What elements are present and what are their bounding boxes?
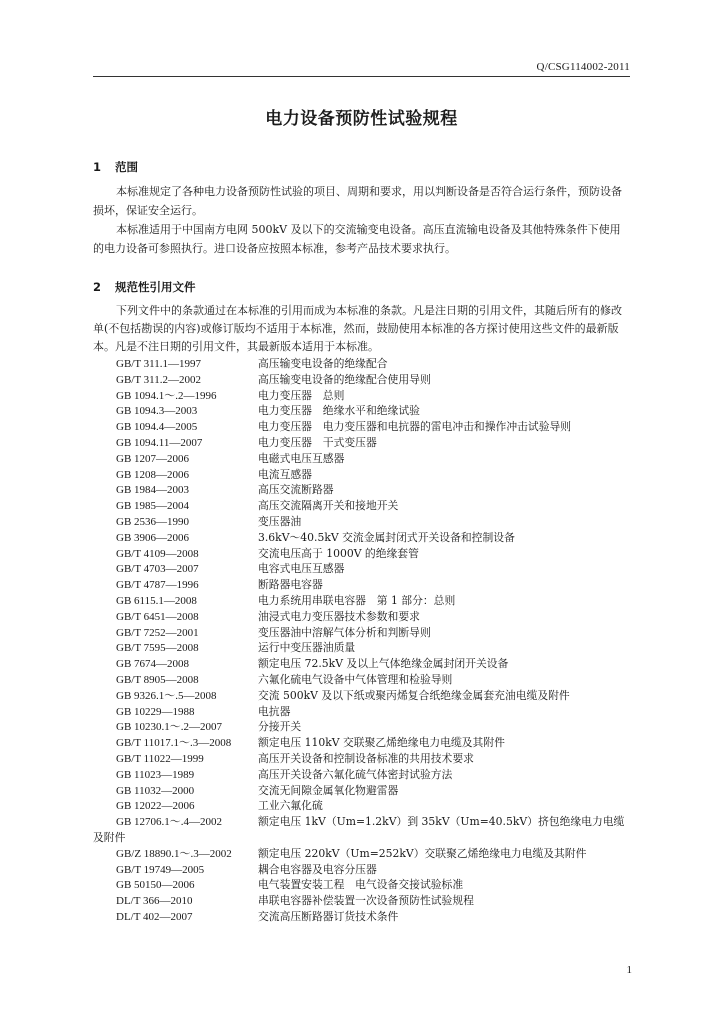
reference-title: 六氟化硫电气设备中气体管理和检验导则 xyxy=(258,672,453,686)
reference-code: GB 10230.1～.2—2007 xyxy=(116,721,223,734)
reference-code: GB/T 11022—1999 xyxy=(116,752,204,765)
reference-code: GB/Z 18890.1～.3—2002 xyxy=(116,847,232,860)
reference-title: 电气装置安装工程 电气设备交接试验标准 xyxy=(258,878,464,892)
reference-item xyxy=(93,767,638,783)
reference-title: 高压输变电设备的绝缘配合使用导则 xyxy=(258,372,431,386)
reference-code: GB 11023—1989 xyxy=(116,768,195,781)
page-number: 1 xyxy=(626,964,632,976)
reference-code: GB 12022—2006 xyxy=(116,800,195,813)
reference-title: 额定电压 72.5kV 及以上气体绝缘金属封闭开关设备 xyxy=(258,657,509,671)
reference-title: 3.6kV～40.5kV 交流金属封闭式开关设备和控制设备 xyxy=(258,530,515,544)
reference-title: 变压器油中溶解气体分析和判断导则 xyxy=(258,625,431,639)
reference-title: 油浸式电力变压器技术参数和要求 xyxy=(258,609,420,623)
reference-title: 断路器电容器 xyxy=(258,578,323,592)
reference-title: 耦合电容器及电容分压器 xyxy=(258,862,377,876)
reference-code: GB/T 7252—2001 xyxy=(116,626,199,639)
reference-item xyxy=(93,530,638,546)
reference-title: 高压开关设备和控制设备标准的共用技术要求 xyxy=(258,751,474,765)
reference-code: GB 10229—1988 xyxy=(116,705,195,718)
reference-title: 电抗器 xyxy=(258,704,291,718)
reference-title: 高压输变电设备的绝缘配合 xyxy=(258,357,388,370)
reference-code: GB 1208—2006 xyxy=(116,468,190,481)
reference-code: GB/T 311.2—2002 xyxy=(116,373,201,386)
reference-code: GB 6115.1—2008 xyxy=(116,594,197,607)
reference-item xyxy=(93,609,638,625)
reference-item xyxy=(93,388,638,404)
reference-item xyxy=(93,593,638,609)
reference-item xyxy=(93,419,638,435)
reference-item xyxy=(93,482,638,498)
reference-title: 电力系统用串联电容器 第 1 部分：总则 xyxy=(258,593,456,607)
reference-title: 工业六氟化硫 xyxy=(258,799,323,813)
reference-title-continuation: 及附件 xyxy=(93,830,126,844)
reference-item xyxy=(93,688,638,704)
section-1-paragraph-1: 本标准规定了各种电力设备预防性试验的项目、周期和要求，用以判断设备是否符合运行条件，预防设备损坏，保证安全运行。 xyxy=(93,185,622,217)
reference-code: GB/T 4703—2007 xyxy=(116,563,199,576)
reference-title: 额定电压 220kV（Um=252kV）交联聚乙烯绝缘电力电缆及其附件 xyxy=(258,846,587,860)
reference-item xyxy=(93,514,638,530)
section-1-paragraph-2: 本标准适用于中国南方电网 500kV 及以下的交流输变电设备。高压直流输电设备及其他特殊条件下使用的电力设备可参照执行。进口设备应按照本标准，参考产品技术要求执行。 xyxy=(93,223,621,255)
reference-code: GB 1207—2006 xyxy=(116,452,190,465)
reference-code: GB 9326.1～.5—2008 xyxy=(116,689,217,702)
reference-code: GB 50150—2006 xyxy=(116,879,195,892)
section-2-number: 2 xyxy=(93,280,102,294)
reference-code: GB/T 6451—2008 xyxy=(116,610,199,623)
reference-code: GB 1094.1～.2—1996 xyxy=(116,389,217,402)
reference-item xyxy=(93,798,638,814)
reference-item xyxy=(93,893,638,909)
reference-title: 分接开关 xyxy=(258,720,302,734)
reference-code: GB 1094.4—2005 xyxy=(116,421,198,434)
reference-title: 额定电压 1kV（Um=1.2kV）到 35kV（Um=40.5kV）挤包绝缘电力电缆 xyxy=(258,815,625,829)
reference-title: 高压交流隔离开关和接地开关 xyxy=(258,499,399,513)
reference-item xyxy=(93,704,638,720)
reference-title: 交流无间隙金属氧化物避雷器 xyxy=(258,783,399,797)
reference-item xyxy=(93,909,638,925)
reference-title: 电力变压器 电力变压器和电抗器的雷电冲击和操作冲击试验导则 xyxy=(258,420,572,434)
reference-code: DL/T 402—2007 xyxy=(116,910,193,923)
reference-title: 交流 500kV 及以下纸或聚丙烯复合纸绝缘金属套充油电缆及附件 xyxy=(258,688,570,702)
section-1-number: 1 xyxy=(93,160,102,174)
reference-code: GB 3906—2006 xyxy=(116,531,190,544)
reference-code: GB/T 8905—2008 xyxy=(116,673,199,686)
reference-item xyxy=(93,877,638,893)
reference-code: GB/T 311.1—1997 xyxy=(116,358,201,370)
reference-item xyxy=(93,451,638,467)
reference-code: DL/T 366—2010 xyxy=(116,895,193,908)
reference-item xyxy=(93,656,638,672)
section-2-intro: 下列文件中的条款通过在本标准的引用而成为本标准的条款。凡是注日期的引用文件，其随后所有的修改单(不包括勘误的内容)或修订版均不适用于本标准，然而，鼓励使用本标准的各方探讨使用这些文件的最新版本。凡是不注日期的引用文件，其最新版本适用于本标准。 xyxy=(93,304,622,353)
reference-code: GB/T 4787—1996 xyxy=(116,579,199,592)
reference-title: 串联电容器补偿装置一次设备预防性试验规程 xyxy=(258,894,474,908)
reference-title: 运行中变压器油质量 xyxy=(258,641,356,655)
reference-item xyxy=(93,719,638,735)
reference-title: 电容式电压互感器 xyxy=(258,562,345,576)
section-1-title: 范围 xyxy=(115,160,138,174)
reference-item xyxy=(93,356,638,372)
reference-code: GB 2536—1990 xyxy=(116,515,190,528)
reference-item xyxy=(93,814,638,830)
reference-item xyxy=(93,735,638,751)
reference-title: 交流电压高于 1000V 的绝缘套管 xyxy=(258,546,419,560)
reference-code: GB 11032—2000 xyxy=(116,784,195,797)
header-divider xyxy=(93,76,630,77)
reference-item xyxy=(93,467,638,483)
reference-item xyxy=(93,846,638,862)
reference-item xyxy=(93,435,638,451)
header-document-code: Q/CSG114002-2011 xyxy=(536,61,630,73)
reference-title: 电力变压器 绝缘水平和绝缘试验 xyxy=(258,404,420,418)
reference-code: GB 1094.11—2007 xyxy=(116,436,203,449)
reference-item xyxy=(93,403,638,419)
reference-code: GB 1984—2003 xyxy=(116,484,190,497)
reference-code: GB 12706.1～.4—2002 xyxy=(116,816,223,829)
section-1-heading xyxy=(93,159,138,175)
section-2-title: 规范性引用文件 xyxy=(115,280,196,294)
reference-code: GB 7674—2008 xyxy=(116,658,190,671)
reference-code: GB/T 4109—2008 xyxy=(116,547,199,560)
reference-title: 电力变压器 干式变压器 xyxy=(258,435,377,449)
reference-code: GB 1985—2004 xyxy=(116,500,190,513)
reference-item xyxy=(93,751,638,767)
reference-item xyxy=(93,546,638,562)
reference-title: 高压开关设备六氟化硫气体密封试验方法 xyxy=(258,767,453,781)
reference-item xyxy=(93,783,638,799)
page-title: 电力设备预防性试验规程 xyxy=(265,109,458,129)
section-2-heading xyxy=(93,279,196,295)
reference-item xyxy=(93,640,638,656)
reference-title: 额定电压 110kV 交联聚乙烯绝缘电力电缆及其附件 xyxy=(258,736,505,750)
reference-item xyxy=(93,672,638,688)
reference-item xyxy=(93,625,638,641)
reference-item xyxy=(93,561,638,577)
reference-title: 电磁式电压互感器 xyxy=(258,451,345,465)
reference-title: 电力变压器 总则 xyxy=(258,388,345,402)
reference-code: GB/T 19749—2005 xyxy=(116,863,205,876)
reference-list xyxy=(93,356,638,925)
reference-title: 变压器油 xyxy=(258,514,302,528)
reference-title: 电流互感器 xyxy=(258,467,312,481)
reference-code: GB/T 7595—2008 xyxy=(116,642,199,655)
reference-item xyxy=(93,862,638,878)
reference-code: GB 1094.3—2003 xyxy=(116,405,198,418)
reference-title: 高压交流断路器 xyxy=(258,483,334,497)
reference-item xyxy=(93,498,638,514)
reference-item xyxy=(93,372,638,388)
reference-code: GB/T 11017.1～.3—2008 xyxy=(116,737,232,750)
reference-title: 交流高压断路器订货技术条件 xyxy=(258,909,399,923)
reference-item xyxy=(93,577,638,593)
